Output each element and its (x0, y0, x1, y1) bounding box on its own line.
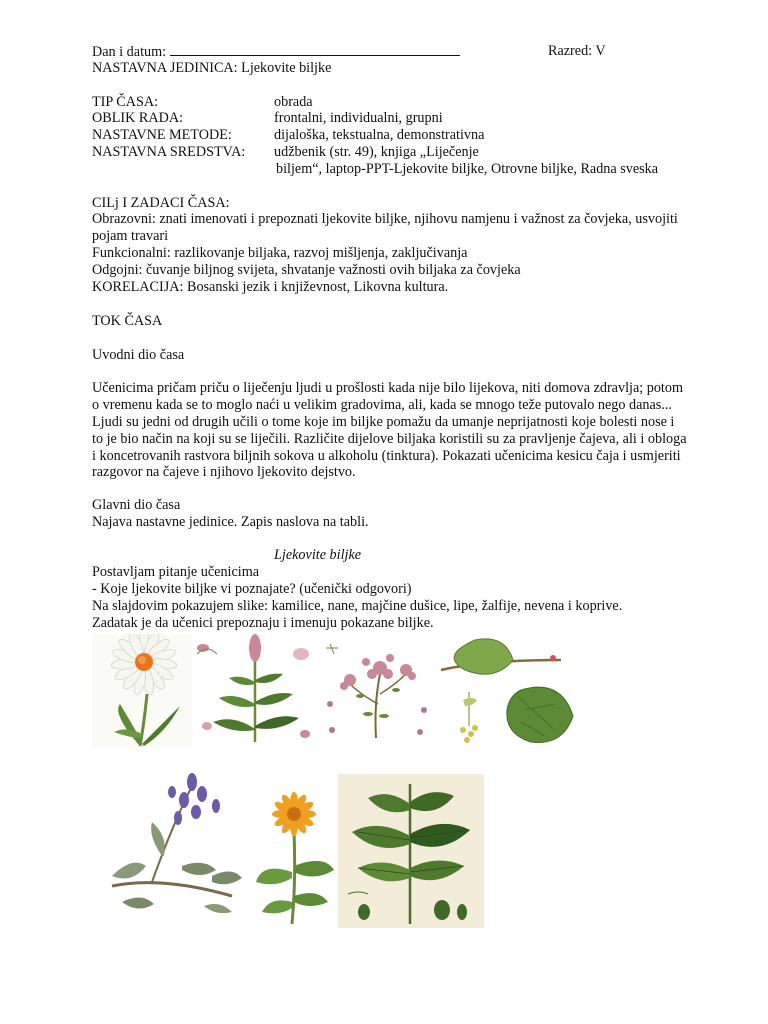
chamomile-illustration (92, 634, 192, 748)
linden-illustration (435, 630, 575, 748)
thyme-illustration (320, 634, 434, 744)
question-line: - Koje ljekovite biljke vi poznajate? (učenički odgovori) (92, 581, 412, 597)
grade-label: Razred: V (548, 43, 606, 59)
main-line: Najava nastavne jedinice. Zapis naslova na tabli. (92, 514, 369, 530)
intro-line: Učenicima pričam priču o liječenju ljudi u prošlosti kada nije bilo lijekova, niti domova zdravlja; potom (92, 380, 683, 396)
goal-line: Obrazovni: znati imenovati i prepoznati ljekovite biljke, njihovu namjenu i važnost za čovjeka, usvojiti (92, 211, 678, 227)
unit-title: NASTAVNA JEDINICA: Ljekovite biljke (92, 60, 332, 76)
meta-value-type: obrada (274, 94, 313, 110)
question-line: Na slajdovim pokazujem slike: kamilice, nane, majčine dušice, lipe, žalfije, nevena i koprive. (92, 598, 623, 614)
mint-illustration (193, 634, 319, 744)
goal-line: KORELACIJA: Bosanski jezik i književnost, Likovna kultura. (92, 279, 449, 295)
intro-line: to je bio način na koji su se liječili. Različite dijelove biljaka koristili su za pravljenje čajeva, ali i obloga (92, 431, 687, 447)
meta-value-methods: dijaloška, tekstualna, demonstrativna (274, 127, 485, 143)
goals-heading: CILj I ZADACI ČASA: (92, 195, 230, 211)
goal-line: pojam travari (92, 228, 169, 244)
date-label: Dan i datum: (92, 44, 167, 60)
meta-label-resources: NASTAVNA SREDSTVA: (92, 144, 246, 160)
intro-line: razgovor na čajeve i njihovo ljekovito dejstvo. (92, 464, 356, 480)
intro-line: o vremenu kada se to moglo naći u velikim gradovima, ali, kada se mnogo teže putovalo nego danas... (92, 397, 672, 413)
flow-heading: TOK ČASA (92, 313, 163, 329)
main-heading: Glavni dio časa (92, 497, 181, 513)
intro-line: Ljudi su jedni od drugih učili o tome koje im biljke pomažu da umanje neprijatnosti koje bolesti nose i (92, 414, 675, 430)
meta-label-form: OBLIK RADA: (92, 110, 184, 126)
question-line: Postavljam pitanje učenicima (92, 564, 260, 580)
calendula-illustration (252, 792, 338, 926)
meta-label-type: TIP ČASA: (92, 94, 159, 110)
date-blank (170, 43, 460, 56)
meta-value-form: frontalni, individualni, grupni (274, 110, 443, 126)
nettle-illustration (338, 774, 484, 928)
board-title: Ljekovite biljke (274, 547, 362, 563)
date-line (92, 43, 460, 61)
sage-illustration (92, 766, 248, 926)
intro-heading: Uvodni dio časa (92, 347, 185, 363)
question-line: Zadatak je da učenici prepoznaju i imenuju pokazane biljke. (92, 615, 434, 631)
intro-line: i koncetrovanih rastvora biljnih sokova u alkoholu (tinktura). Pokazati učenicima kesicu čaja i usmjeriti (92, 448, 681, 464)
meta-label-methods: NASTAVNE METODE: (92, 127, 232, 143)
meta-value-resources-cont: biljem“, laptop-PPT-Ljekovite biljke, Otrovne biljke, Radna sveska (276, 161, 659, 177)
goal-line: Odgojni: čuvanje biljnog svijeta, shvatanje važnosti ovih biljaka za čovjeka (92, 262, 521, 278)
goal-line: Funkcionalni: razlikovanje biljaka, razvoj mišljenja, zaključivanja (92, 245, 468, 261)
meta-value-resources: udžbenik (str. 49), knjiga „Liječenje (274, 144, 479, 160)
